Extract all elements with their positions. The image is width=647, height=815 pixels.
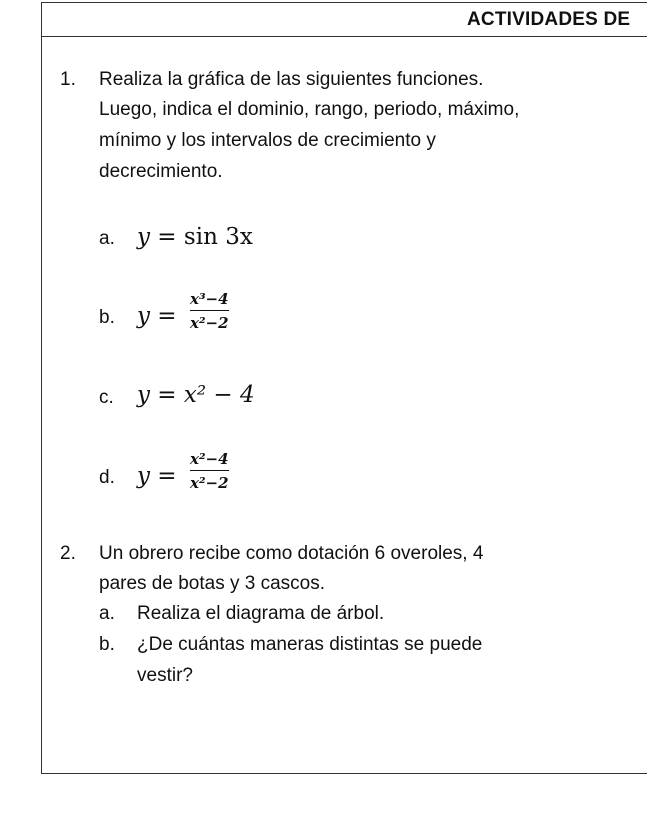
item-1a-letter: a. (99, 228, 115, 249)
item-2b-letter: b. (99, 634, 115, 655)
question-1-line-1: Realiza la gráfica de las siguientes funciones. (99, 69, 484, 90)
item-2a-letter: a. (99, 603, 115, 624)
question-1-line-3: mínimo y los intervalos de crecimiento y (99, 130, 436, 151)
item-1b-fraction (190, 290, 229, 332)
item-1b-lhs: y (137, 303, 150, 329)
fraction-bar (190, 470, 229, 471)
question-1-line-2: Luego, indica el dominio, rango, periodo, máximo, (99, 99, 520, 120)
item-2a-line-1: Realiza el diagrama de árbol. (137, 603, 385, 624)
item-1c-equation: y = x² − 4 (137, 382, 255, 408)
item-2b-line-2: vestir? (137, 665, 193, 686)
item-1a-lhs: y (137, 224, 150, 250)
header-row (42, 3, 647, 37)
item-1c-lhs: y (137, 382, 150, 408)
item-1b-letter: b. (99, 307, 115, 328)
question-2-number: 2. (60, 543, 76, 564)
item-1d-fraction (190, 450, 229, 492)
question-1-line-4: decrecimiento. (99, 161, 223, 182)
item-1d-letter: d. (99, 467, 115, 488)
item-1b-lhs-equals: y = (137, 303, 177, 329)
item-1b-denominator: x²−2 (190, 314, 229, 332)
item-1a-rhs: sin 3x (183, 224, 253, 250)
item-1d-numerator: x²−4 (190, 450, 229, 468)
item-1a-equation: y = sin 3x (137, 224, 253, 250)
item-1d-lhs: y (137, 463, 150, 489)
question-1-number: 1. (60, 69, 76, 90)
item-1b-numerator: x³−4 (190, 290, 229, 308)
item-1d-lhs-equals: y = (137, 463, 177, 489)
item-1c-letter: c. (99, 387, 114, 408)
item-1d-denominator: x²−2 (190, 474, 229, 492)
fraction-bar (190, 310, 229, 311)
item-2b-line-1: ¿De cuántas maneras distintas se puede (137, 634, 483, 655)
page-title: ACTIVIDADES DE (467, 9, 631, 30)
question-2-line-1: Un obrero recibe como dotación 6 overoles, 4 (99, 543, 484, 564)
question-2-line-2: pares de botas y 3 cascos. (99, 573, 326, 594)
item-1c-rhs: x² − 4 (183, 382, 255, 408)
